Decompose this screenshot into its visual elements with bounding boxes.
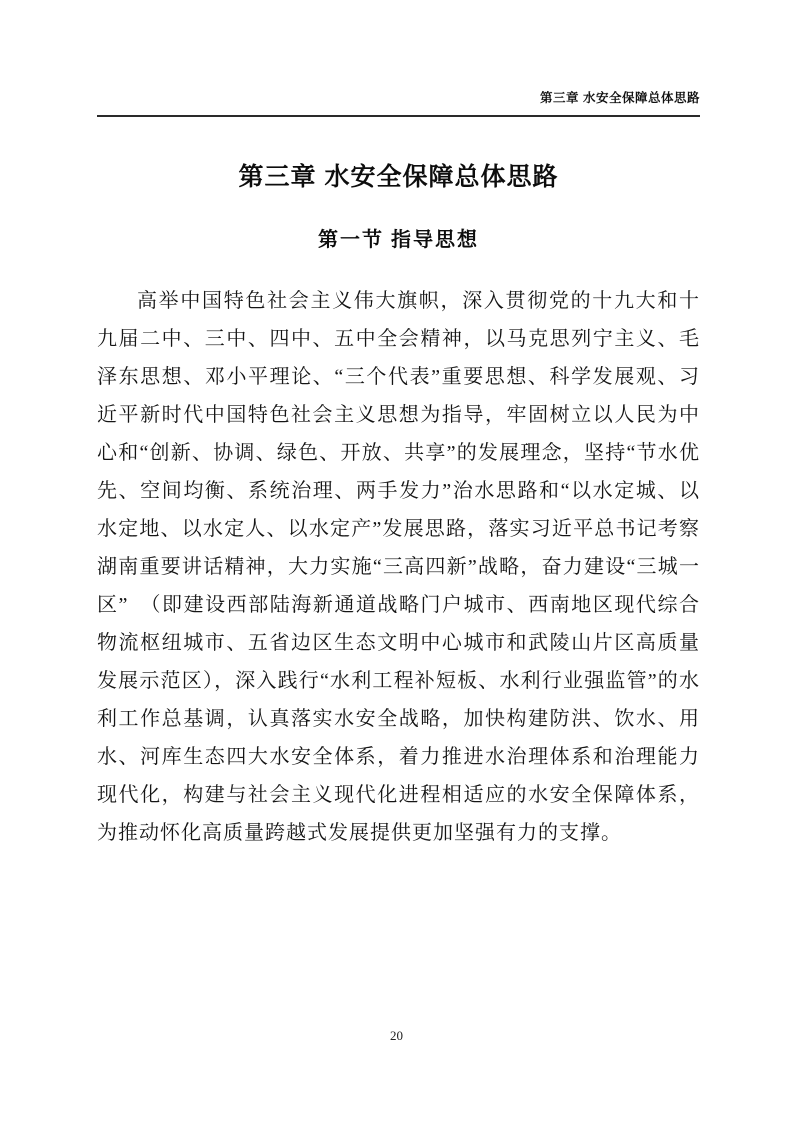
page-number: 20 — [390, 1028, 403, 1043]
chapter-title: 第三章 水安全保障总体思路 — [238, 163, 559, 191]
body-paragraph: 高举中国特色社会主义伟大旗帜，深入贯彻党的十九大和十九届二中、三中、四中、五中全会精神，以马克思列宁主义、毛泽东思想、邓小平理论、“三个代表”重要思想、科学发展观、习近平新时代中国特色社会主义思想为指导，牢固树立以人民为中心和“创新、协调、绿色、开放、共享”的发展理念，坚持“节水优先、空间均衡、系统治理、两手发力”治水思路和“以水定城、以水定地、以水定人、以水定产”发展思路，落实习近平总书记考察湖南重要讲话精神，大力实施“三高四新”战略，奋力建设“三城一区” （即建设西部陆海新通道战略门户城市、西南地区现代综合物流枢纽城市、五省边区生态文明中心城市和武陵山片区高质量发展示范区），深入践行“水利工程补短板、水利行业强监管”的水利工作总基调，认真落实水安全战略，加快构建防洪、饮水、用水、河库生态四大水安全体系，着力推进水治理体系和治理能力现代化，构建与社会主义现代化进程相适应的水安全保障体系，为推动怀化高质量跨越式发展提供更加坚强有力的支撑。 — [97, 290, 700, 844]
section-title: 第一节 指导思想 — [318, 229, 479, 251]
running-header: 第三章 水安全保障总体思路 — [97, 88, 700, 117]
